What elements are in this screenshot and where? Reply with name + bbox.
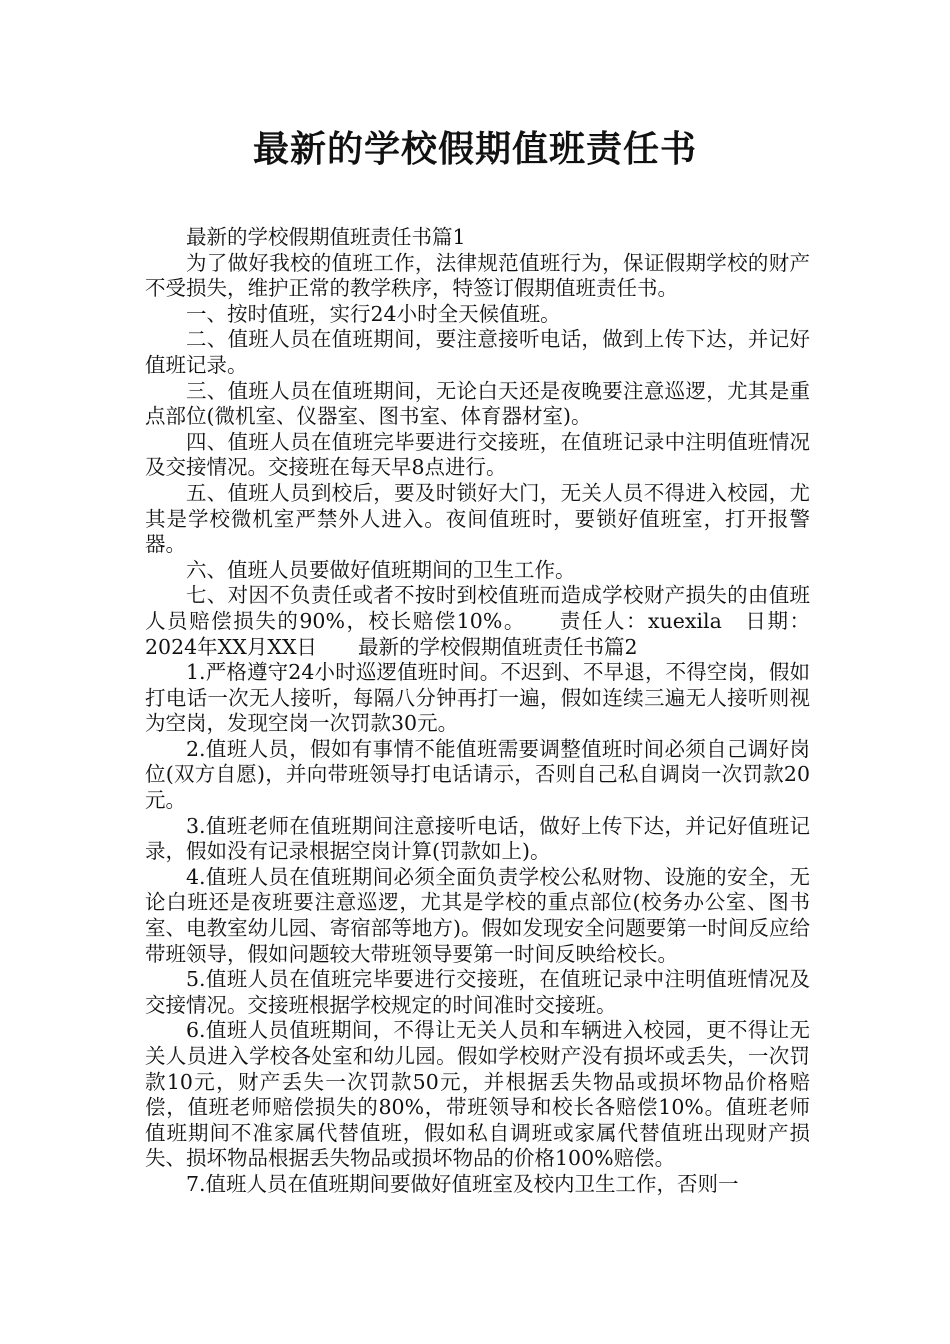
paragraph-rule-5: 五、值班人员到校后，要及时锁好大门，无关人员不得进入校园，尤其是学校微机室严禁外人进入。夜间值班时，要锁好值班室，打开报警器。	[145, 480, 810, 557]
paragraph-item-6: 6.值班人员值班期间，不得让无关人员和车辆进入校园，更不得让无关人员进入学校各处室和幼儿园。假如学校财产没有损坏或丢失，一次罚款10元，财产丢失一次罚款50元，并根据丢失物品或损坏物品价格赔偿，值班老师赔偿损失的80%，带班领导和校长各赔偿10%。值班老师值班期间不准家属代替值班，假如私自调班或家属代替值班出现财产损失、损坏物品根据丢失物品或损坏物品的价格100%赔偿。	[145, 1018, 810, 1171]
paragraph-intro: 为了做好我校的值班工作，法律规范值班行为，保证假期学校的财产不受损失，维护正常的教学秩序，特签订假期值班责任书。	[145, 250, 810, 301]
document-title: 最新的学校假期值班责任书	[252, 129, 697, 170]
paragraph-rule-3: 三、值班人员在值班期间，无论白天还是夜晚要注意巡逻，尤其是重点部位(微机室、仪器室、图书室、体育器材室)。	[145, 378, 810, 429]
paragraph-rule-6: 六、值班人员要做好值班期间的卫生工作。	[186, 557, 576, 582]
paragraph-item-4: 4.值班人员在值班期间必须全面负责学校公私财物、设施的安全，无论白班还是夜班要注意巡逻，尤其是学校的重点部位(校务办公室、图书室、电教室幼儿园、寄宿部等地方)。假如发现安全问题要第一时间反应给带班领导，假如问题较大带班领导要第一时间反映给校长。	[145, 864, 810, 966]
document-body	[145, 225, 810, 1198]
paragraph-item-3: 3.值班老师在值班期间注意接听电话，做好上传下达，并记好值班记录，假如没有记录根据空岗计算(罚款如上)。	[145, 813, 810, 864]
paragraph-rule-2: 二、值班人员在值班期间，要注意接听电话，做到上传下达，并记好值班记录。	[145, 327, 810, 377]
paragraph-item-5: 5.值班人员在值班完毕要进行交接班，在值班记录中注明值班情况及交接情况。交接班根据学校规定的时间准时交接班。	[145, 967, 810, 1017]
paragraph-item-7: 7.值班人员在值班期间要做好值班室及校内卫生工作，否则一	[186, 1171, 739, 1196]
paragraph-item-1: 1.严格遵守24小时巡逻值班时间。不迟到、不早退，不得空岗，假如打电话一次无人接听，每隔八分钟再打一遍，假如连续三遍无人接听则视为空岗，发现空岗一次罚款30元。	[145, 660, 810, 736]
paragraph-rule-1: 一、按时值班，实行24小时全天候值班。	[186, 301, 561, 326]
paragraph-rule-7: 七、对因不负责任或者不按时到校值班而造成学校财产损失的由值班人员赔偿损失的90%，校长赔偿10%。 责任人：xuexila 日期：2024年XX月XX日 最新的学校假期值班责任书篇2	[145, 583, 810, 659]
paragraph-item-2: 2.值班人员，假如有事情不能值班需要调整值班时间必须自己调好岗位(双方自愿)，并向带班领导打电话请示，否则自己私自调岗一次罚款20元。	[145, 736, 810, 813]
paragraph-section-1-heading: 最新的学校假期值班责任书篇1	[186, 225, 466, 249]
paragraph-rule-4: 四、值班人员在值班完毕要进行交接班，在值班记录中注明值班情况及交接情况。交接班在每天早8点进行。	[145, 429, 810, 480]
